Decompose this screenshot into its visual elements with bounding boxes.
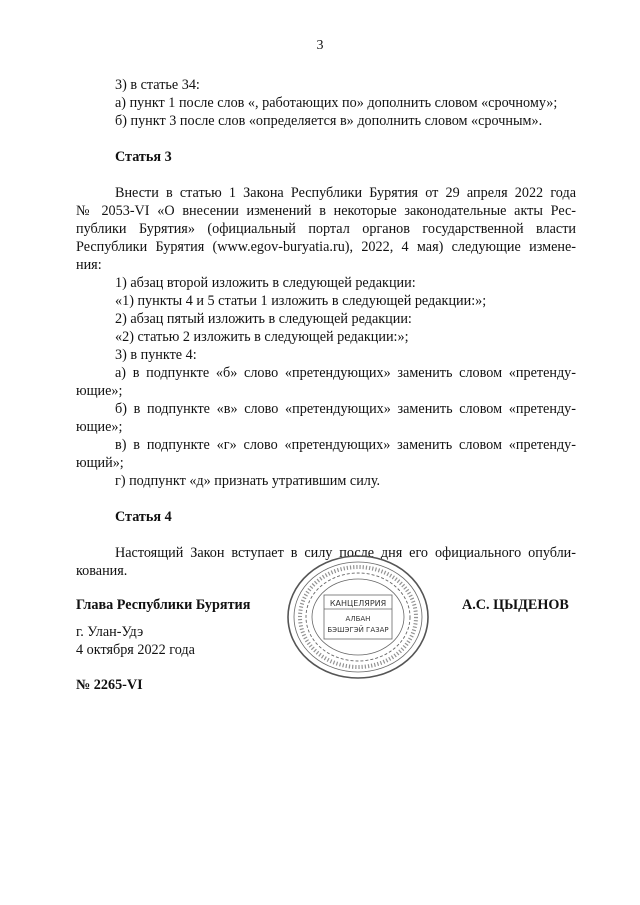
seal-text-2: АЛБАН xyxy=(345,615,371,623)
article-3-item: «1) пункты 4 и 5 статьи 1 изложить в следующей редакции:»; xyxy=(115,293,487,309)
seal-text-1: КАНЦЕЛЯРИЯ xyxy=(329,599,387,608)
law-number: № 2265-VI xyxy=(76,677,143,693)
article-3-subitem: ющий»; xyxy=(76,455,124,471)
article-3-subitem: г) подпункт «д» признать утратившим силу. xyxy=(115,473,381,489)
signing-date: 4 октября 2022 года xyxy=(76,642,195,658)
article-4-para-line: кования. xyxy=(76,563,128,579)
article-3-subitem: ющие»; xyxy=(76,419,123,435)
seal-text-3: БЭШЭГЭЙ ГАЗАР xyxy=(327,626,389,634)
article-3-para-line: Республики Бурятия (www.egov-buryatia.ru), 2022, 4 мая) следующие измене- xyxy=(76,239,576,255)
article-3-subitem: в) в подпункте «г» слово «претендующих» заменить словом «претенду- xyxy=(115,437,576,453)
article-3-subitem: б) в подпункте «в» слово «претендующих» заменить словом «претенду- xyxy=(115,401,576,417)
article-3-item: 1) абзац второй изложить в следующей редакции: xyxy=(115,275,416,291)
article-4-title: Статья 4 xyxy=(115,509,172,525)
article-3-subitem: ющие»; xyxy=(76,383,123,399)
article-3-para-line: публики Бурятия» (официальный портал органов государственной власти xyxy=(76,221,576,237)
subitem-b: б) пункт 3 после слов «определяется в» дополнить словом «срочным». xyxy=(115,113,543,129)
article-4-para-line: Настоящий Закон вступает в силу после дня его официального опубли- xyxy=(115,545,576,561)
signatory-position: Глава Республики Бурятия xyxy=(76,597,251,613)
subitem-a: а) пункт 1 после слов «, работающих по» дополнить словом «срочному»; xyxy=(115,95,558,111)
page-number: 3 xyxy=(316,38,324,53)
article-3-para-line: ния: xyxy=(76,257,102,273)
article-3-item: «2) статью 2 изложить в следующей редакции:»; xyxy=(115,329,409,345)
article-3-subitem: а) в подпункте «б» слово «претендующих» заменить словом «претенду- xyxy=(115,365,576,381)
article-3-title: Статья 3 xyxy=(115,149,172,165)
article-3-para-line: № 2053-VI «О внесении изменений в некоторые законодательные акты Рес- xyxy=(76,203,576,219)
city: г. Улан-Удэ xyxy=(76,624,144,640)
official-seal-stamp xyxy=(284,553,432,681)
article-3-para-line: Внести в статью 1 Закона Республики Бурятия от 29 апреля 2022 года xyxy=(115,185,576,201)
article-3-item: 2) абзац пятый изложить в следующей редакции: xyxy=(115,311,412,327)
article-3-item: 3) в пункте 4: xyxy=(115,347,197,363)
item-3-art34: 3) в статье 34: xyxy=(115,77,200,93)
signatory-name: А.С. ЦЫДЕНОВ xyxy=(462,597,569,613)
